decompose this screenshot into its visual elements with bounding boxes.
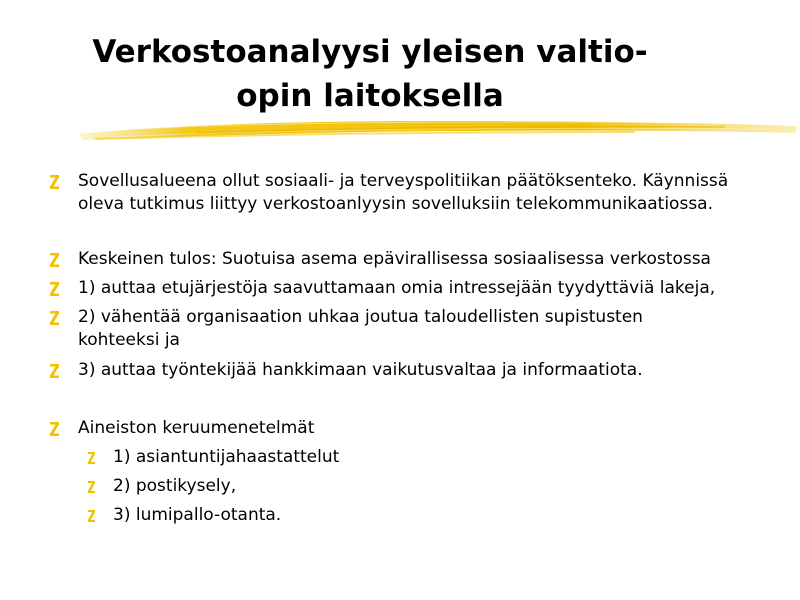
- yellow-sub-bullet-icon: [88, 510, 95, 522]
- bullet-item: [78, 417, 314, 440]
- bullet-item: [78, 277, 715, 300]
- bullet-text: Keskeinen tulos: Suotuisa asema epävirallisessa sosiaalisessa verkostossa: [78, 249, 711, 269]
- bullet-text: Sovellusalueena ollut sosiaali- ja terveyspolitiikan päätöksenteko. Käynnissä: [78, 171, 729, 191]
- yellow-z-bullet-icon: [50, 311, 59, 325]
- sub-bullet-text: 3) lumipallo-otanta.: [113, 505, 282, 525]
- yellow-z-bullet-icon: [50, 253, 59, 267]
- sub-bullet-text: 1) asiantuntijahaastattelut: [113, 447, 340, 467]
- sub-bullet-text: 2) postikysely,: [113, 476, 237, 496]
- bullet-item: [78, 170, 728, 216]
- bullet-item: [78, 359, 643, 382]
- bullet-text: kohteeksi ja: [78, 330, 180, 350]
- bullet-text: 1) auttaa etujärjestöja saavuttamaan omia intressejään tyydyttäviä lakeja,: [78, 278, 716, 298]
- bullet-text: Aineiston keruumenetelmät: [78, 418, 315, 438]
- bullet-item: [78, 306, 643, 352]
- yellow-z-bullet-icon: [50, 175, 59, 189]
- yellow-sub-bullet-icon: [88, 481, 95, 493]
- bullet-text: 2) vähentää organisaation uhkaa joutua taloudellisten supistusten: [78, 307, 643, 327]
- sub-bullet-item: [113, 446, 339, 469]
- yellow-sub-bullet-icon: [88, 452, 95, 464]
- bullet-text: oleva tutkimus liittyy verkostoanlyysin sovelluksiin telekommunikaatiossa.: [78, 194, 713, 214]
- slide-title-line-1: Verkostoanalyysi yleisen valtio-: [92, 34, 648, 70]
- sub-bullet-item: [113, 504, 281, 527]
- sub-bullet-item: [113, 475, 236, 498]
- yellow-z-bullet-icon: [50, 364, 59, 378]
- bullet-item: [78, 248, 711, 271]
- yellow-z-bullet-icon: [50, 422, 59, 436]
- bullet-text: 3) auttaa työntekijää hankkimaan vaikutusvaltaa ja informaatiota.: [78, 360, 643, 380]
- slide-title-line-2: opin laitoksella: [236, 78, 504, 114]
- yellow-z-bullet-icon: [50, 282, 59, 296]
